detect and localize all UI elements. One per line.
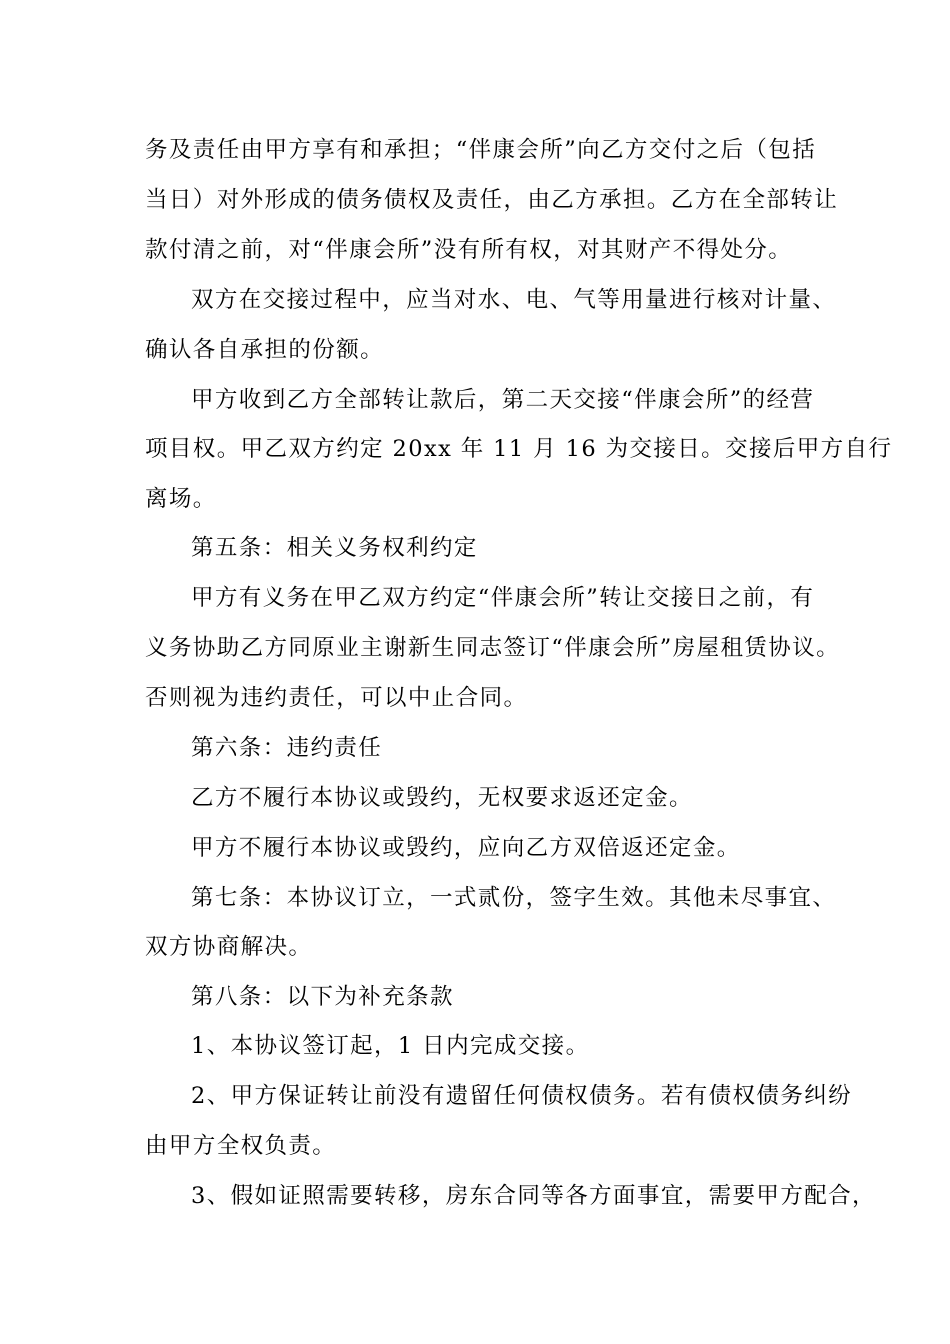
text-line: 甲方收到乙方全部转让款后，第二天交接“伴康会所”的经营 xyxy=(191,387,815,413)
list-item: 1、本协议签订起，1 日内完成交接。 xyxy=(191,1033,590,1059)
section-heading: 第七条：本协议订立，一式贰份，签字生效。其他未尽事宜、 xyxy=(191,885,837,911)
text-line: 离场。 xyxy=(145,486,217,512)
text-line: 务及责任由甲方享有和承担；“伴康会所”向乙方交付之后（包括 xyxy=(145,137,817,163)
text-line: 乙方不履行本协议或毁约，无权要求返还定金。 xyxy=(191,785,693,811)
list-item: 3、假如证照需要转移，房东合同等各方面事宜，需要甲方配合， xyxy=(191,1183,876,1209)
text-line: 款付清之前，对“伴康会所”没有所有权，对其财产不得处分。 xyxy=(145,237,793,263)
text-line: 义务协助乙方同原业主谢新生同志签订“伴康会所”房屋租赁协议。 xyxy=(145,635,841,661)
text-line: 甲方不履行本协议或毁约，应向乙方双倍返还定金。 xyxy=(191,835,741,861)
text-line: 否则视为违约责任，可以中止合同。 xyxy=(145,685,528,711)
text-line: 确认各自承担的份额。 xyxy=(145,337,385,363)
text-line: 项目权。甲乙双方约定 20xx 年 11 月 16 为交接日。交接后甲方自行 xyxy=(145,436,893,462)
text-line: 双方协商解决。 xyxy=(145,934,313,960)
text-line: 当日）对外形成的债务债权及责任，由乙方承担。乙方在全部转让 xyxy=(145,187,839,213)
section-heading: 第八条：以下为补充条款 xyxy=(191,984,454,1010)
section-heading: 第六条：违约责任 xyxy=(191,735,383,761)
list-item: 2、甲方保证转让前没有遗留任何债权债务。若有债权债务纠纷 xyxy=(191,1083,853,1109)
text-line: 双方在交接过程中，应当对水、电、气等用量进行核对计量、 xyxy=(191,287,837,313)
section-heading: 第五条：相关义务权利约定 xyxy=(191,535,478,561)
text-line: 甲方有义务在甲乙双方约定“伴康会所”转让交接日之前，有 xyxy=(191,585,815,611)
text-line: 由甲方全权负责。 xyxy=(145,1133,337,1159)
